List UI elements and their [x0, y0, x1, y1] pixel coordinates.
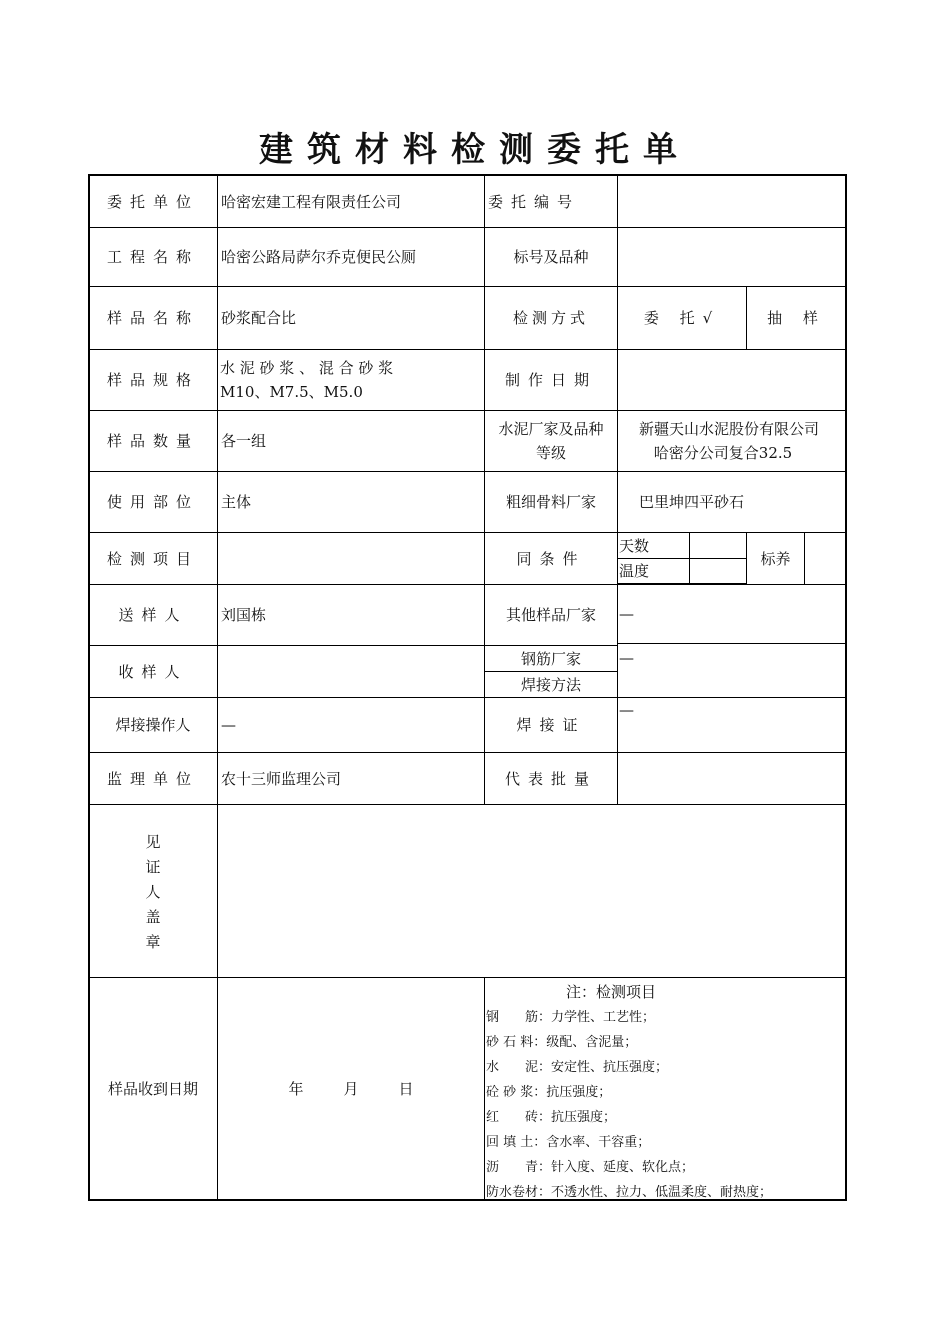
- method-label: 检测方式: [512, 309, 589, 327]
- usage-value: 主体: [221, 493, 252, 511]
- welder-label: 焊接操作人: [115, 716, 191, 734]
- standard-cure-label: 标养: [760, 549, 791, 568]
- aggregate-value: 巴里坤四平砂石: [639, 493, 745, 511]
- notes-title: 注：检测项目: [565, 983, 656, 1001]
- other-maker-label: 其他样品厂家: [505, 606, 596, 624]
- witness-char: 盖: [145, 908, 161, 926]
- witness-char: 见: [145, 833, 161, 851]
- note-item: 回 填 土：含水率、干容重；: [486, 1135, 651, 1150]
- aggregate-label: 粗细骨料厂家: [505, 493, 596, 511]
- days-value[interactable]: [690, 533, 746, 558]
- temp-value[interactable]: [690, 559, 746, 583]
- cement-value-line1: 新疆天山水泥股份有限公司: [638, 420, 819, 438]
- note-item: 水 泥：安定性、抗压强度；: [486, 1060, 669, 1075]
- note-item: 红 砖：抗压强度；: [486, 1110, 617, 1125]
- receiver-label: 收样人: [118, 662, 188, 681]
- batch-label: 代表批量: [504, 769, 597, 788]
- receiver-value[interactable]: [218, 646, 484, 697]
- welder-value: —: [221, 716, 236, 734]
- cement-value-line2: 哈密分公司复合32.5: [653, 444, 793, 462]
- usage-label: 使用部位: [106, 493, 199, 511]
- commission-no-label: 委托编号: [488, 192, 581, 211]
- test-item-notes: [486, 980, 846, 1205]
- form-title: 建筑材料检测委托单: [259, 130, 691, 170]
- witness-stamp-area[interactable]: [218, 805, 846, 977]
- project-value: 哈密公路局萨尔乔克便民公厕: [221, 248, 417, 266]
- other-maker-value: —: [619, 605, 634, 623]
- spec-label: 样品规格: [106, 371, 199, 389]
- cement-label-line1: 水泥厂家及品种: [498, 420, 604, 438]
- grade-value[interactable]: [618, 228, 846, 286]
- days-label: 天数: [619, 536, 650, 555]
- same-condition-label: 同条件: [516, 549, 586, 568]
- sender-value: 刘国栋: [221, 606, 267, 624]
- supervisor-value: 农十三师监理公司: [221, 769, 342, 788]
- test-item-value[interactable]: [218, 533, 484, 584]
- received-date-label: 样品收到日期: [107, 1080, 198, 1098]
- date-made-label: 制作日期: [504, 371, 597, 389]
- rebar-maker-label: 钢筋厂家: [520, 649, 581, 668]
- method-sample-option[interactable]: 抽 样: [767, 309, 826, 327]
- supervisor-label: 监理单位: [106, 769, 199, 788]
- rebar-maker-value: —: [619, 649, 634, 667]
- day-label: 日: [398, 1080, 414, 1098]
- project-label: 工程名称: [106, 248, 199, 266]
- note-item: 防水卷材：不透水性、拉力、低温柔度、耐热度；: [486, 1185, 773, 1200]
- method-entrust-option[interactable]: 委 托√: [643, 309, 721, 327]
- witness-char: 人: [145, 883, 161, 901]
- cement-label-line2: 等级: [535, 444, 566, 462]
- date-made-value[interactable]: [618, 350, 846, 410]
- weld-cert-label: 焊接证: [516, 716, 586, 734]
- quantity-value: 各一组: [221, 432, 267, 450]
- weld-method-label: 焊接方法: [520, 675, 581, 694]
- weld-cert-value: —: [619, 701, 634, 719]
- sample-name-value: 砂浆配合比: [221, 309, 297, 327]
- batch-value[interactable]: [618, 753, 846, 804]
- quantity-label: 样品数量: [106, 432, 199, 450]
- witness-char: 章: [145, 933, 161, 951]
- witness-char: 证: [145, 858, 161, 876]
- month-label: 月: [343, 1080, 359, 1098]
- test-item-label: 检测项目: [106, 549, 199, 568]
- commission-no-value[interactable]: [618, 176, 846, 227]
- spec-value-line1: 水 泥 砂 浆 、 混 合 砂 浆: [220, 359, 394, 377]
- client-value: 哈密宏建工程有限责任公司: [221, 192, 402, 211]
- note-item: 砼 砂 浆：抗压强度；: [486, 1085, 612, 1100]
- spec-value-line2: M10、M7.5、M5.0: [220, 383, 363, 401]
- grade-label: 标号及品种: [513, 248, 589, 266]
- note-item: 沥 青：针入度、延度、软化点；: [486, 1160, 695, 1175]
- sample-name-label: 样品名称: [106, 309, 199, 327]
- note-item: 砂 石 料：级配、含泥量；: [486, 1035, 638, 1050]
- note-item: 钢 筋：力学性、工艺性；: [486, 1010, 656, 1025]
- temp-label: 温度: [619, 562, 650, 580]
- client-label: 委托单位: [106, 192, 199, 211]
- year-label: 年: [288, 1080, 304, 1098]
- sender-label: 送样人: [118, 606, 188, 624]
- standard-cure-value[interactable]: [805, 533, 846, 584]
- witness-stamp-label: [89, 830, 217, 955]
